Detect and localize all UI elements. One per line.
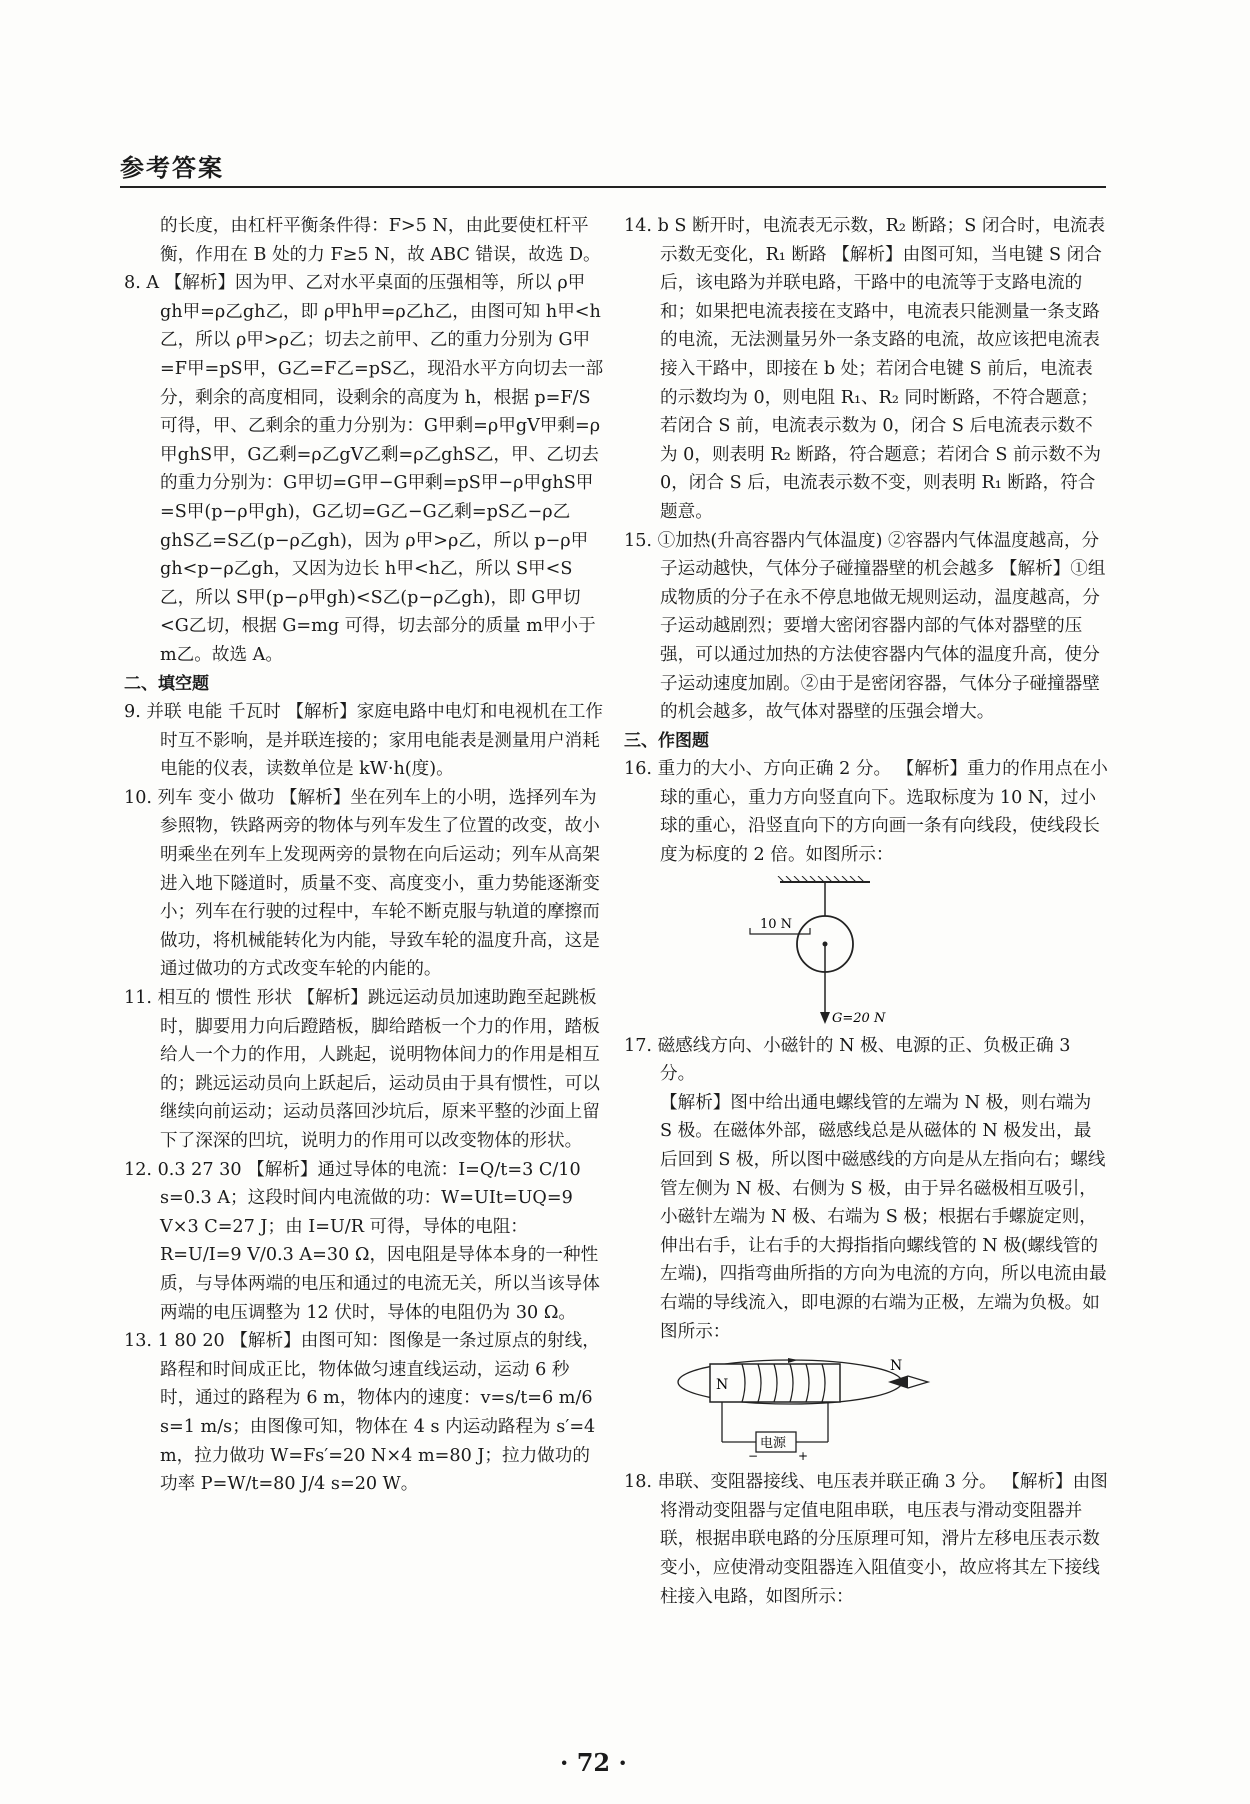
answer-11: 11. 相互的 惯性 形状 【解析】跳远运动员加速助跑至起跳板时，脚要用力向后蹬踏板，脚给踏板一个力的作用，踏板给人一个力的作用，人跳起，说明物体间力的作用是相互的；跳远运动员向上跃起后，运动员由于具有惯性，可以继续向前运动；运动员落回沙坑后，原来平整的沙面上留下了深深的凹坑，说明力的作用可以改变物体的形状。 (124, 988, 600, 1151)
section-title-fill: 二、填空题 (124, 673, 209, 694)
answer-14: 14. b S 断开时，电流表无示数，R₂ 断路；S 闭合时，电流表示数无变化，R₁ 断路 【解析】由图可知，当电键 S 闭合后，该电路为并联电路，干路中的电流等于支路电流的和；如果把电流表接在支路中，电流表只能测量一条支路的电流，无法测量另外一条支路的电流，故应该把电流表接入干路中，即接在 b 处；若闭合电键 S 前后，电流表的示数均为 0，则电阻 R₁、R₂ 同时断路，不符合题意；若闭合 S 前，电流表示数为 0，闭合 S 后电流表示数不为 0，则表明 R₂ 断路，符合题意；若闭合 S 前示数不为 0，闭合 S 后，电流表示数不变，则表明 R₁ 断路，符合题意。 (624, 216, 1106, 522)
power-source-label: 电源 (760, 1436, 787, 1452)
solenoid-diagram (660, 1352, 980, 1462)
answer-17-explanation: 【解析】图中给出通电螺线管的左端为 N 极，则右端为 S 极。在磁体外部，磁感线总是从磁体的 N 极发出，最后回到 S 极，所以图中磁感线的方向是从左指向右；螺线管左侧为 N 极、右侧为 S 极，由于异名磁极相互吸引，小磁针左端为 N 极、右端为 S 极；根据右手螺旋定则，伸出右手，让右手的大拇指指向螺线管的 N 极(螺线管的左端)，四指弯曲所指的方向为电流的方向，所以电流由最右端的导线流入，即电源的右端为正极，左端为负极。如图所示： (660, 1092, 1107, 1342)
answer-18: 18. 串联、变阻器接线、电压表并联正确 3 分。 【解析】由图将滑动变阻器与定值电阻串联，电压表与滑动变阻器并联，根据串联电路的分压原理可知，滑片左移电压表示数变小，应使滑动变阻器连入阻值变小，故应将其左下接线柱接入电路，如图所示： (624, 1472, 1108, 1607)
answer-8: 8. A 【解析】因为甲、乙对水平桌面的压强相等，所以 ρ甲gh甲=ρ乙gh乙，即 ρ甲h甲=ρ乙h乙，由图可知 h甲<h乙，所以 ρ甲>ρ乙；切去之前甲、乙的重力分别为 G甲=F甲=pS甲，G乙=F乙=pS乙，现沿水平方向切去一部分，剩余的高度相同，设剩余的高度为 h，根据 p=F/S 可得，甲、乙剩余的重力分别为：G甲剩=ρ甲gV甲剩=ρ甲ghS甲，G乙剩=ρ乙gV乙剩=ρ乙ghS乙，甲、乙切去的重力分别为：G甲切=G甲−G甲剩=pS甲−ρ甲ghS甲=S甲(p−ρ甲gh)，G乙切=G乙−G乙剩=pS乙−ρ乙ghS乙=S乙(p−ρ乙gh)，因为 ρ甲>ρ乙，所以 p−ρ甲gh<p−ρ乙gh，又因为边长 h甲<h乙，所以 S甲<S乙，所以 S甲(p−ρ甲gh)<S乙(p−ρ乙gh)，即 G甲切<G乙切，根据 G=mg 可得，切去部分的质量 m甲小于 m乙。故选 A。 (124, 273, 604, 665)
answer-13: 13. 1 80 20 【解析】由图可知：图像是一条过原点的射线，路程和时间成正比，物体做匀速直线运动，运动 6 秒时，通过的路程为 6 m，物体内的速度：v=s/t=6 m/6 s=1 m/s；由图像可知，物体在 4 s 内运动路程为 s′=4 m，拉力做功 W=Fs′=20 N×4 m=80 J；拉力做功的功率 P=W/t=80 J/4 s=20 W。 (124, 1331, 600, 1495)
force-label: G=20 N (832, 1010, 886, 1026)
page-header: 参考答案 (120, 154, 224, 182)
section-title-draw: 三、作图题 (624, 730, 709, 751)
answer-12: 12. 0.3 27 30 【解析】通过导体的电流：I=Q/t=3 C/10 s=0.3 A；这段时间内电流做的功：W=UIt=UQ=9 V×3 C=27 J；由 I=U/R 可得，导体的电阻：R=U/I=9 V/0.3 A=30 Ω，因电阻是导体本身的一种性质，与导体两端的电压和通过的电流无关，所以当该导体两端的电压调整为 12 伏时，导体的电阻仍为 30 Ω。 (124, 1159, 600, 1323)
answer-15: 15. ①加热(升高容器内气体温度) ②容器内气体温度越高，分子运动越快，气体分子碰撞器壁的机会越多 【解析】①组成物质的分子在永不停息地做无规则运动，温度越高，分子运动越剧烈；要增大密闭容器内部的气体对器壁的压强，可以通过加热的方法使容器内气体的温度升高，使分子运动速度加剧。②由于是密闭容器，气体分子碰撞器壁的机会越多，故气体对器壁的压强会增大。 (624, 530, 1106, 723)
gravity-diagram (660, 876, 940, 1026)
answer-16: 16. 重力的大小、方向正确 2 分。 【解析】重力的作用点在小球的重心，重力方向竖直向下。选取标度为 10 N，过小球的重心，沿竖直向下的方向画一条有向线段，使线段长度为标度的 2 倍。如图所示： (624, 759, 1108, 866)
page-number: · 72 · (560, 1748, 627, 1777)
answer-9: 9. 并联 电能 千瓦时 【解析】家庭电路中电灯和电视机在工作时互不影响，是并联连接的；家用电能表是测量用户消耗电能的仪表，读数单位是 kW·h(度)。 (124, 702, 604, 780)
minus-label: − (748, 1449, 759, 1463)
coil-n-label: N (716, 1377, 729, 1394)
answer-10: 10. 列车 变小 做功 【解析】坐在列车上的小明，选择列车为参照物，铁路两旁的物体与列车发生了位置的改变，故小明乘坐在列车上发现两旁的景物在向后运动；列车从高架进入地下隧道时，质量不变、高度变小，重力势能逐渐变小；列车在行驶的过程中，车轮不断克服与轨道的摩擦而做功，将机械能转化为内能，导致车轮的温度升高，这是通过做功的方式改变车轮的内能的。 (124, 787, 600, 980)
plus-label: + (798, 1449, 809, 1463)
left-column (124, 212, 604, 1499)
needle-n-label: N (890, 1358, 903, 1375)
answer-17: 17. 磁感线方向、小磁针的 N 极、电源的正、负极正确 3 分。 (624, 1035, 1071, 1085)
answer-paragraph: 的长度，由杠杆平衡条件得：F>5 N，由此要使杠杆平衡，作用在 B 处的力 F≥5 N，故 ABC 错误，故选 D。 (160, 216, 601, 265)
scale-label: 10 N (760, 916, 793, 932)
right-column (624, 212, 1108, 1611)
header-rule (120, 186, 1106, 188)
